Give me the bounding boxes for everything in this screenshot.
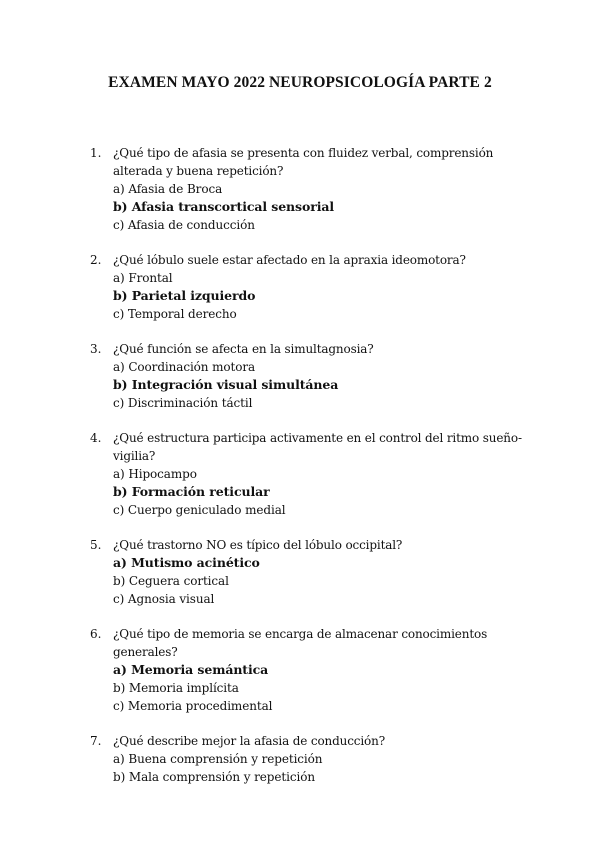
question-list: [90, 144, 540, 803]
question-item: [90, 144, 540, 234]
question-text: ¿Qué estructura participa activamente en el control del ritmo sueño-vigilia?: [113, 431, 522, 463]
option-b: b) Ceguera cortical: [113, 574, 229, 588]
option-c: c) Memoria procedimental: [113, 699, 273, 713]
option-a: a) Buena comprensión y repetición: [113, 752, 323, 766]
option-list: [113, 269, 540, 323]
page-title: EXAMEN MAYO 2022 NEUROPSICOLOGÍA PARTE 2: [108, 74, 492, 91]
option-list: [113, 661, 540, 715]
option-c: c) Discriminación táctil: [113, 396, 253, 410]
question-item: [90, 536, 540, 608]
option-b: b) Memoria implícita: [113, 681, 239, 695]
question-text: ¿Qué describe mejor la afasia de conducción?: [113, 734, 385, 748]
option-list: [113, 750, 540, 786]
question-number: 1.: [90, 146, 102, 160]
option-b: b) Mala comprensión y repetición: [113, 770, 315, 784]
option-list: [113, 554, 540, 608]
option-list: [113, 180, 540, 234]
question-item: [90, 625, 540, 715]
option-c: c) Cuerpo geniculado medial: [113, 503, 286, 517]
option-list: [113, 358, 540, 412]
question-number: 5.: [90, 538, 102, 552]
question-item: [90, 251, 540, 323]
option-a-correct: a) Mutismo acinético: [113, 555, 260, 570]
question-text: ¿Qué función se afecta en la simultagnosia?: [113, 342, 374, 356]
option-a-correct: a) Memoria semántica: [113, 662, 269, 677]
option-b-correct: b) Parietal izquierdo: [113, 288, 256, 303]
option-a: a) Hipocampo: [113, 467, 197, 481]
option-a: a) Coordinación motora: [113, 360, 256, 374]
option-a: a) Afasia de Broca: [113, 182, 223, 196]
option-list: [113, 465, 540, 519]
question-item: [90, 429, 540, 519]
question-item: [90, 340, 540, 412]
question-number: 2.: [90, 253, 102, 267]
question-number: 4.: [90, 431, 102, 445]
question-item: [90, 732, 540, 786]
option-b-correct: b) Formación reticular: [113, 484, 270, 499]
option-b-correct: b) Integración visual simultánea: [113, 377, 339, 392]
question-text: ¿Qué tipo de memoria se encarga de almacenar conocimientos generales?: [113, 627, 488, 659]
question-text: ¿Qué trastorno NO es típico del lóbulo occipital?: [113, 538, 403, 552]
question-number: 3.: [90, 342, 102, 356]
question-number: 6.: [90, 627, 102, 641]
option-b-correct: b) Afasia transcortical sensorial: [113, 199, 334, 214]
question-text: ¿Qué tipo de afasia se presenta con fluidez verbal, comprensión alterada y buena repetición?: [113, 146, 494, 178]
question-number: 7.: [90, 734, 102, 748]
option-c: c) Agnosia visual: [113, 592, 215, 606]
option-c: c) Afasia de conducción: [113, 218, 255, 232]
option-a: a) Frontal: [113, 271, 173, 285]
option-c: c) Temporal derecho: [113, 307, 237, 321]
question-text: ¿Qué lóbulo suele estar afectado en la apraxia ideomotora?: [113, 253, 466, 267]
